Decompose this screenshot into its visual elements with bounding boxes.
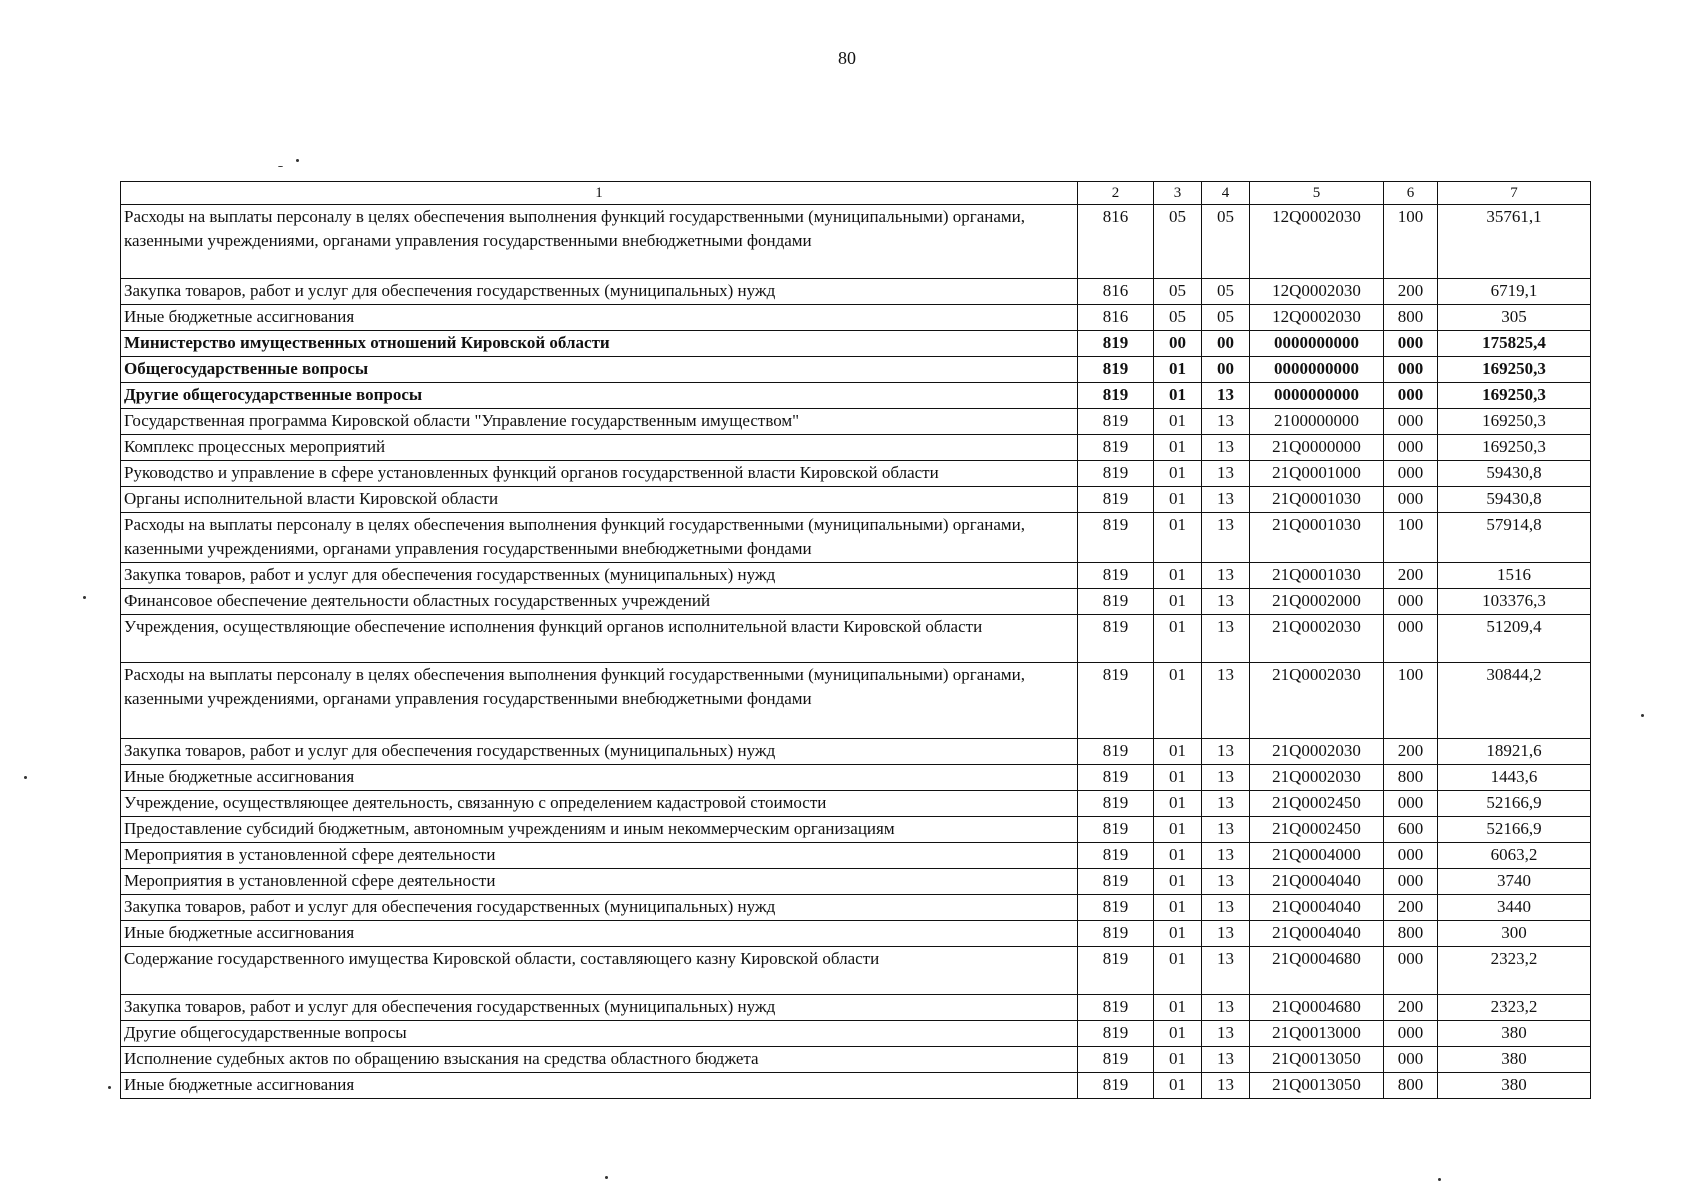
- row-subsection-cell: 13: [1202, 1073, 1250, 1099]
- row-subsection-cell: 13: [1202, 921, 1250, 947]
- row-target-article-cell: 21Q0000000: [1250, 435, 1384, 461]
- row-subsection-cell: 13: [1202, 563, 1250, 589]
- table-row: [121, 895, 1591, 921]
- header-cell-6: 6: [1384, 182, 1438, 205]
- row-amount-cell: 3740: [1438, 869, 1591, 895]
- row-code-cell: 819: [1078, 461, 1154, 487]
- scan-speck: [605, 1176, 608, 1179]
- table-row: [121, 435, 1591, 461]
- table-row: [121, 1047, 1591, 1073]
- scan-speck: [296, 159, 299, 162]
- row-code-cell: 819: [1078, 357, 1154, 383]
- row-section-cell: 01: [1154, 921, 1202, 947]
- row-code-cell: 819: [1078, 817, 1154, 843]
- row-subsection-cell: 13: [1202, 513, 1250, 563]
- row-name-cell: Финансовое обеспечение деятельности областных государственных учреждений: [121, 589, 1078, 615]
- row-expense-type-cell: 000: [1384, 357, 1438, 383]
- row-amount-cell: 380: [1438, 1047, 1591, 1073]
- row-subsection-cell: 13: [1202, 843, 1250, 869]
- row-target-article-cell: 21Q0001000: [1250, 461, 1384, 487]
- row-code-cell: 819: [1078, 1047, 1154, 1073]
- row-section-cell: 01: [1154, 869, 1202, 895]
- row-expense-type-cell: 000: [1384, 947, 1438, 995]
- header-cell-1: 1: [121, 182, 1078, 205]
- row-expense-type-cell: 000: [1384, 869, 1438, 895]
- row-name-cell: Общегосударственные вопросы: [121, 357, 1078, 383]
- row-code-cell: 819: [1078, 869, 1154, 895]
- row-subsection-cell: 05: [1202, 279, 1250, 305]
- row-target-article-cell: 12Q0002030: [1250, 305, 1384, 331]
- row-expense-type-cell: 100: [1384, 205, 1438, 279]
- row-target-article-cell: 12Q0002030: [1250, 279, 1384, 305]
- row-name-cell: Иные бюджетные ассигнования: [121, 1073, 1078, 1099]
- row-expense-type-cell: 000: [1384, 589, 1438, 615]
- table-row: [121, 331, 1591, 357]
- row-section-cell: 05: [1154, 279, 1202, 305]
- row-section-cell: 01: [1154, 739, 1202, 765]
- row-target-article-cell: 21Q0002450: [1250, 791, 1384, 817]
- row-expense-type-cell: 800: [1384, 765, 1438, 791]
- row-target-article-cell: 0000000000: [1250, 357, 1384, 383]
- row-section-cell: 01: [1154, 895, 1202, 921]
- row-name-cell: Расходы на выплаты персоналу в целях обеспечения выполнения функций государственными (муниципальными) органами, казенными учреждениями, органами управления государственными внебюджетными фондами: [121, 663, 1078, 739]
- row-expense-type-cell: 000: [1384, 409, 1438, 435]
- table-row: [121, 739, 1591, 765]
- row-name-cell: Другие общегосударственные вопросы: [121, 1021, 1078, 1047]
- scan-speck: [24, 776, 27, 779]
- row-name-cell: Мероприятия в установленной сфере деятельности: [121, 843, 1078, 869]
- row-expense-type-cell: 100: [1384, 663, 1438, 739]
- table-row: [121, 357, 1591, 383]
- row-expense-type-cell: 200: [1384, 279, 1438, 305]
- row-amount-cell: 169250,3: [1438, 383, 1591, 409]
- row-section-cell: 01: [1154, 357, 1202, 383]
- table-row: [121, 513, 1591, 563]
- row-expense-type-cell: 200: [1384, 895, 1438, 921]
- row-section-cell: 01: [1154, 615, 1202, 663]
- row-code-cell: 816: [1078, 205, 1154, 279]
- row-subsection-cell: 05: [1202, 205, 1250, 279]
- row-section-cell: 01: [1154, 765, 1202, 791]
- row-target-article-cell: 2100000000: [1250, 409, 1384, 435]
- table-row: [121, 947, 1591, 995]
- row-code-cell: 819: [1078, 1073, 1154, 1099]
- row-subsection-cell: 13: [1202, 383, 1250, 409]
- row-subsection-cell: 00: [1202, 331, 1250, 357]
- row-section-cell: 01: [1154, 1021, 1202, 1047]
- row-subsection-cell: 13: [1202, 663, 1250, 739]
- row-expense-type-cell: 000: [1384, 331, 1438, 357]
- row-expense-type-cell: 200: [1384, 739, 1438, 765]
- row-code-cell: 819: [1078, 843, 1154, 869]
- row-name-cell: Расходы на выплаты персоналу в целях обеспечения выполнения функций государственными (муниципальными) органами, казенными учреждениями, органами управления государственными внебюджетными фондами: [121, 205, 1078, 279]
- row-expense-type-cell: 200: [1384, 563, 1438, 589]
- row-subsection-cell: 13: [1202, 817, 1250, 843]
- row-subsection-cell: 13: [1202, 1047, 1250, 1073]
- row-name-cell: Закупка товаров, работ и услуг для обеспечения государственных (муниципальных) нужд: [121, 739, 1078, 765]
- row-code-cell: 819: [1078, 1021, 1154, 1047]
- row-target-article-cell: 21Q0004680: [1250, 947, 1384, 995]
- row-code-cell: 819: [1078, 589, 1154, 615]
- scan-speck: [1641, 714, 1644, 717]
- row-code-cell: 816: [1078, 279, 1154, 305]
- header-cell-5: 5: [1250, 182, 1384, 205]
- row-code-cell: 819: [1078, 331, 1154, 357]
- row-code-cell: 819: [1078, 947, 1154, 995]
- row-expense-type-cell: 800: [1384, 1073, 1438, 1099]
- row-code-cell: 819: [1078, 791, 1154, 817]
- row-amount-cell: 18921,6: [1438, 739, 1591, 765]
- row-target-article-cell: 21Q0001030: [1250, 563, 1384, 589]
- row-subsection-cell: 13: [1202, 791, 1250, 817]
- row-amount-cell: 380: [1438, 1021, 1591, 1047]
- row-amount-cell: 51209,4: [1438, 615, 1591, 663]
- table-row: [121, 791, 1591, 817]
- row-target-article-cell: 12Q0002030: [1250, 205, 1384, 279]
- row-subsection-cell: 13: [1202, 995, 1250, 1021]
- row-expense-type-cell: 000: [1384, 487, 1438, 513]
- table-row: [121, 1073, 1591, 1099]
- header-cell-4: 4: [1202, 182, 1250, 205]
- row-code-cell: 819: [1078, 765, 1154, 791]
- row-name-cell: Руководство и управление в сфере установленных функций органов государственной власти Кировской области: [121, 461, 1078, 487]
- row-code-cell: 819: [1078, 409, 1154, 435]
- row-section-cell: 01: [1154, 817, 1202, 843]
- row-expense-type-cell: 000: [1384, 435, 1438, 461]
- table-row: [121, 205, 1591, 279]
- row-code-cell: 819: [1078, 739, 1154, 765]
- row-amount-cell: 59430,8: [1438, 461, 1591, 487]
- row-target-article-cell: 21Q0001030: [1250, 487, 1384, 513]
- row-expense-type-cell: 000: [1384, 791, 1438, 817]
- row-code-cell: 819: [1078, 995, 1154, 1021]
- row-name-cell: Иные бюджетные ассигнования: [121, 921, 1078, 947]
- row-code-cell: 819: [1078, 563, 1154, 589]
- row-target-article-cell: 21Q0001030: [1250, 513, 1384, 563]
- row-name-cell: Предоставление субсидий бюджетным, автономным учреждениям и иным некоммерческим организациям: [121, 817, 1078, 843]
- row-code-cell: 819: [1078, 921, 1154, 947]
- scan-speck: [278, 166, 283, 167]
- table-row: [121, 663, 1591, 739]
- row-subsection-cell: 05: [1202, 305, 1250, 331]
- scan-speck: [1438, 1178, 1441, 1181]
- row-subsection-cell: 13: [1202, 615, 1250, 663]
- row-code-cell: 819: [1078, 383, 1154, 409]
- row-target-article-cell: 21Q0004040: [1250, 869, 1384, 895]
- row-amount-cell: 6063,2: [1438, 843, 1591, 869]
- row-code-cell: 819: [1078, 487, 1154, 513]
- row-name-cell: Закупка товаров, работ и услуг для обеспечения государственных (муниципальных) нужд: [121, 995, 1078, 1021]
- row-target-article-cell: 21Q0004040: [1250, 921, 1384, 947]
- row-name-cell: Закупка товаров, работ и услуг для обеспечения государственных (муниципальных) нужд: [121, 279, 1078, 305]
- row-subsection-cell: 13: [1202, 461, 1250, 487]
- row-name-cell: Иные бюджетные ассигнования: [121, 305, 1078, 331]
- row-target-article-cell: 21Q0013000: [1250, 1021, 1384, 1047]
- row-section-cell: 05: [1154, 205, 1202, 279]
- row-expense-type-cell: 000: [1384, 843, 1438, 869]
- row-target-article-cell: 21Q0013050: [1250, 1073, 1384, 1099]
- row-section-cell: 00: [1154, 331, 1202, 357]
- row-target-article-cell: 21Q0002030: [1250, 663, 1384, 739]
- row-target-article-cell: 21Q0004040: [1250, 895, 1384, 921]
- header-cell-2: 2: [1078, 182, 1154, 205]
- row-amount-cell: 169250,3: [1438, 435, 1591, 461]
- row-expense-type-cell: 000: [1384, 1021, 1438, 1047]
- row-target-article-cell: 21Q0004000: [1250, 843, 1384, 869]
- table-row: [121, 869, 1591, 895]
- row-name-cell: Закупка товаров, работ и услуг для обеспечения государственных (муниципальных) нужд: [121, 895, 1078, 921]
- row-section-cell: 01: [1154, 663, 1202, 739]
- row-amount-cell: 30844,2: [1438, 663, 1591, 739]
- row-target-article-cell: 0000000000: [1250, 331, 1384, 357]
- row-section-cell: 01: [1154, 791, 1202, 817]
- table-row: [121, 765, 1591, 791]
- table-row: [121, 1021, 1591, 1047]
- table-row: [121, 409, 1591, 435]
- row-subsection-cell: 13: [1202, 1021, 1250, 1047]
- row-section-cell: 01: [1154, 995, 1202, 1021]
- row-subsection-cell: 13: [1202, 869, 1250, 895]
- row-target-article-cell: 21Q0002030: [1250, 739, 1384, 765]
- scan-speck: [108, 1086, 111, 1089]
- row-section-cell: 01: [1154, 1047, 1202, 1073]
- row-name-cell: Другие общегосударственные вопросы: [121, 383, 1078, 409]
- row-amount-cell: 6719,1: [1438, 279, 1591, 305]
- row-amount-cell: 3440: [1438, 895, 1591, 921]
- row-name-cell: Исполнение судебных актов по обращению взыскания на средства областного бюджета: [121, 1047, 1078, 1073]
- row-amount-cell: 169250,3: [1438, 357, 1591, 383]
- table-row: [121, 615, 1591, 663]
- row-subsection-cell: 00: [1202, 357, 1250, 383]
- row-amount-cell: 52166,9: [1438, 791, 1591, 817]
- row-subsection-cell: 13: [1202, 435, 1250, 461]
- row-section-cell: 01: [1154, 947, 1202, 995]
- row-target-article-cell: 21Q0002030: [1250, 615, 1384, 663]
- row-name-cell: Содержание государственного имущества Кировской области, составляющего казну Кировской области: [121, 947, 1078, 995]
- header-cell-3: 3: [1154, 182, 1202, 205]
- row-section-cell: 01: [1154, 563, 1202, 589]
- table-row: [121, 279, 1591, 305]
- table-row: [121, 817, 1591, 843]
- row-code-cell: 819: [1078, 435, 1154, 461]
- row-name-cell: Государственная программа Кировской области "Управление государственным имуществом": [121, 409, 1078, 435]
- table-header-row: [121, 182, 1591, 205]
- row-target-article-cell: 21Q0013050: [1250, 1047, 1384, 1073]
- row-name-cell: Мероприятия в установленной сфере деятельности: [121, 869, 1078, 895]
- row-subsection-cell: 13: [1202, 589, 1250, 615]
- row-section-cell: 01: [1154, 487, 1202, 513]
- row-amount-cell: 380: [1438, 1073, 1591, 1099]
- table-row: [121, 383, 1591, 409]
- table-row: [121, 921, 1591, 947]
- row-subsection-cell: 13: [1202, 739, 1250, 765]
- row-amount-cell: 57914,8: [1438, 513, 1591, 563]
- row-expense-type-cell: 800: [1384, 305, 1438, 331]
- table-row: [121, 305, 1591, 331]
- row-name-cell: Учреждение, осуществляющее деятельность, связанную с определением кадастровой стоимости: [121, 791, 1078, 817]
- row-code-cell: 819: [1078, 895, 1154, 921]
- row-target-article-cell: 21Q0002030: [1250, 765, 1384, 791]
- scan-speck: [83, 596, 86, 599]
- table-row: [121, 589, 1591, 615]
- row-section-cell: 01: [1154, 589, 1202, 615]
- row-section-cell: 01: [1154, 435, 1202, 461]
- row-code-cell: 819: [1078, 513, 1154, 563]
- row-target-article-cell: 21Q0004680: [1250, 995, 1384, 1021]
- row-expense-type-cell: 000: [1384, 615, 1438, 663]
- budget-table: [120, 181, 1591, 1099]
- row-expense-type-cell: 100: [1384, 513, 1438, 563]
- table-row: [121, 487, 1591, 513]
- row-expense-type-cell: 600: [1384, 817, 1438, 843]
- row-expense-type-cell: 000: [1384, 1047, 1438, 1073]
- row-name-cell: Иные бюджетные ассигнования: [121, 765, 1078, 791]
- row-section-cell: 05: [1154, 305, 1202, 331]
- row-amount-cell: 1516: [1438, 563, 1591, 589]
- row-expense-type-cell: 000: [1384, 461, 1438, 487]
- row-subsection-cell: 13: [1202, 409, 1250, 435]
- row-expense-type-cell: 200: [1384, 995, 1438, 1021]
- table-row: [121, 995, 1591, 1021]
- row-expense-type-cell: 000: [1384, 383, 1438, 409]
- row-section-cell: 01: [1154, 843, 1202, 869]
- row-name-cell: Закупка товаров, работ и услуг для обеспечения государственных (муниципальных) нужд: [121, 563, 1078, 589]
- row-target-article-cell: 21Q0002000: [1250, 589, 1384, 615]
- page-number: 80: [838, 48, 856, 68]
- header-cell-7: 7: [1438, 182, 1591, 205]
- table-row: [121, 843, 1591, 869]
- row-name-cell: Учреждения, осуществляющие обеспечение исполнения функций органов исполнительной власти Кировской области: [121, 615, 1078, 663]
- row-name-cell: Министерство имущественных отношений Кировской области: [121, 331, 1078, 357]
- row-amount-cell: 1443,6: [1438, 765, 1591, 791]
- table-row: [121, 563, 1591, 589]
- row-section-cell: 01: [1154, 409, 1202, 435]
- row-amount-cell: 35761,1: [1438, 205, 1591, 279]
- row-amount-cell: 59430,8: [1438, 487, 1591, 513]
- row-name-cell: Органы исполнительной власти Кировской области: [121, 487, 1078, 513]
- row-amount-cell: 175825,4: [1438, 331, 1591, 357]
- row-amount-cell: 2323,2: [1438, 947, 1591, 995]
- row-amount-cell: 300: [1438, 921, 1591, 947]
- row-amount-cell: 169250,3: [1438, 409, 1591, 435]
- row-name-cell: Комплекс процессных мероприятий: [121, 435, 1078, 461]
- row-subsection-cell: 13: [1202, 487, 1250, 513]
- row-subsection-cell: 13: [1202, 895, 1250, 921]
- row-target-article-cell: 21Q0002450: [1250, 817, 1384, 843]
- row-code-cell: 816: [1078, 305, 1154, 331]
- row-subsection-cell: 13: [1202, 947, 1250, 995]
- row-amount-cell: 305: [1438, 305, 1591, 331]
- table-row: [121, 461, 1591, 487]
- row-section-cell: 01: [1154, 513, 1202, 563]
- row-expense-type-cell: 800: [1384, 921, 1438, 947]
- row-section-cell: 01: [1154, 383, 1202, 409]
- row-amount-cell: 2323,2: [1438, 995, 1591, 1021]
- row-code-cell: 819: [1078, 663, 1154, 739]
- row-amount-cell: 103376,3: [1438, 589, 1591, 615]
- row-name-cell: Расходы на выплаты персоналу в целях обеспечения выполнения функций государственными (муниципальными) органами, казенными учреждениями, органами управления государственными внебюджетными фондами: [121, 513, 1078, 563]
- row-section-cell: 01: [1154, 461, 1202, 487]
- row-section-cell: 01: [1154, 1073, 1202, 1099]
- row-target-article-cell: 0000000000: [1250, 383, 1384, 409]
- row-subsection-cell: 13: [1202, 765, 1250, 791]
- row-code-cell: 819: [1078, 615, 1154, 663]
- row-amount-cell: 52166,9: [1438, 817, 1591, 843]
